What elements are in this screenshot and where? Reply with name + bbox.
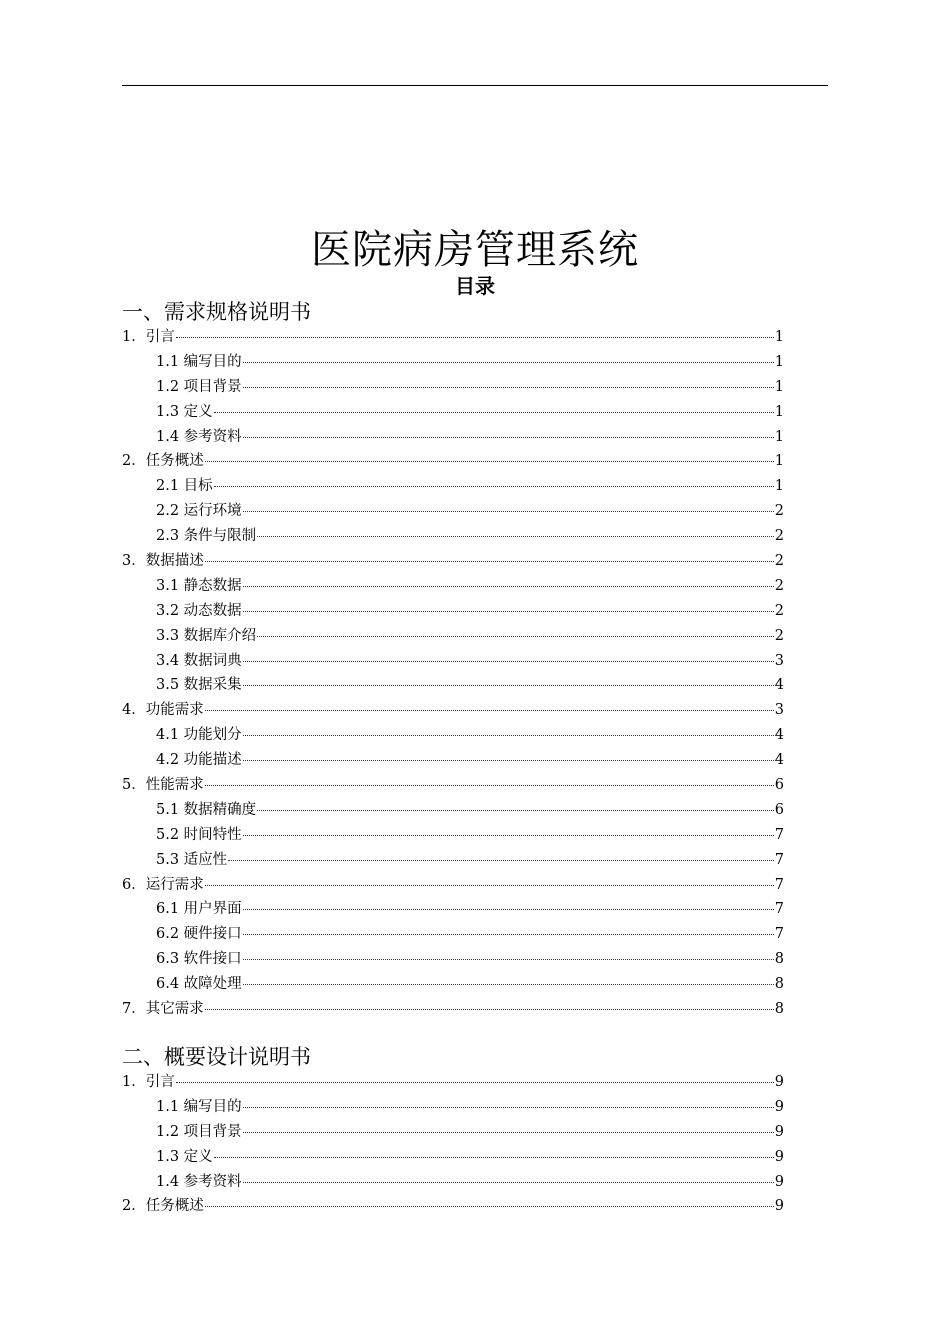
toc-entry-label: 5.3 适应性 — [156, 851, 228, 868]
dot-leader — [214, 412, 774, 413]
toc-entry-label: 3.5 数据采集 — [156, 677, 242, 694]
dot-leader — [176, 337, 774, 338]
toc-entry-label: 6.4 故障处理 — [156, 976, 242, 993]
dot-leader — [214, 1157, 774, 1158]
toc-entry[interactable] — [122, 649, 784, 674]
toc-entry-label: 2．任务概述 — [122, 453, 204, 470]
toc-entry[interactable] — [122, 723, 784, 748]
toc-entry-label: 7．其它需求 — [122, 1001, 204, 1018]
toc-entry[interactable] — [122, 375, 784, 400]
toc-entry-page-number: 2 — [774, 602, 784, 619]
toc-entry-page-number: 2 — [774, 553, 784, 570]
toc-entry-label: 1.2 项目背景 — [156, 1123, 242, 1140]
toc-entry[interactable] — [122, 798, 784, 823]
section-heading: 二、概要设计说明书 — [122, 1045, 311, 1069]
dot-leader — [205, 1206, 774, 1207]
toc-entry[interactable] — [122, 499, 784, 524]
toc-entry-label: 4.1 功能划分 — [156, 727, 242, 744]
dot-leader — [243, 1132, 774, 1133]
toc-entry-page-number: 4 — [774, 677, 784, 694]
toc-entry-page-number: 6 — [774, 801, 784, 818]
toc-entry-label: 1．引言 — [122, 1074, 175, 1090]
dot-leader — [257, 536, 774, 537]
toc-entry-label: 1.4 参考资料 — [156, 1173, 242, 1190]
toc-entry-label: 6.2 硬件接口 — [156, 926, 242, 943]
toc-entry-page-number: 7 — [774, 826, 784, 843]
dot-leader — [243, 760, 774, 761]
dot-leader — [243, 1107, 774, 1108]
toc-entry[interactable] — [122, 1070, 784, 1095]
dot-leader — [243, 661, 774, 662]
toc-list — [122, 325, 784, 1022]
toc-entry-label: 1.2 项目背景 — [156, 378, 242, 395]
dot-leader — [243, 586, 774, 587]
toc-entry[interactable] — [122, 449, 784, 474]
toc-entry-page-number: 3 — [774, 652, 784, 669]
toc-entry-label: 1.4 参考资料 — [156, 428, 242, 445]
toc-entry-page-number: 3 — [774, 702, 784, 719]
toc-entry-label: 6．运行需求 — [122, 876, 204, 893]
toc-entry-page-number: 7 — [774, 851, 784, 868]
toc-entry-label: 4.2 功能描述 — [156, 752, 242, 769]
toc-entry[interactable] — [122, 574, 784, 599]
toc-entry-label: 4．功能需求 — [122, 702, 204, 719]
toc-entry[interactable] — [122, 1170, 784, 1195]
toc-entry-label: 1.1 编写目的 — [156, 353, 242, 370]
toc-entry[interactable] — [122, 972, 784, 997]
toc-entry[interactable] — [122, 624, 784, 649]
toc-entry-label: 6.1 用户界面 — [156, 901, 242, 918]
toc-list — [122, 1070, 784, 1219]
toc-entry-page-number: 2 — [774, 577, 784, 594]
toc-entry-page-number: 9 — [774, 1198, 784, 1215]
toc-entry-page-number: 7 — [774, 901, 784, 918]
dot-leader — [243, 934, 774, 935]
toc-entry-page-number: 4 — [774, 727, 784, 744]
toc-entry[interactable] — [122, 1194, 784, 1219]
toc-entry-page-number: 9 — [774, 1123, 784, 1140]
toc-entry-label: 3.2 动态数据 — [156, 602, 242, 619]
toc-entry[interactable] — [122, 425, 784, 450]
toc-section-requirements — [122, 299, 784, 1022]
dot-leader — [243, 835, 774, 836]
toc-entry[interactable] — [122, 997, 784, 1022]
toc-entry-page-number: 9 — [774, 1098, 784, 1115]
toc-entry-label: 1.3 定义 — [156, 1148, 213, 1165]
dot-leader — [243, 909, 774, 910]
toc-entry[interactable] — [122, 1120, 784, 1145]
toc-entry-label: 5.2 时间特性 — [156, 826, 242, 843]
toc-entry[interactable] — [122, 748, 784, 773]
dot-leader — [243, 362, 774, 363]
toc-entry[interactable] — [122, 873, 784, 898]
toc-entry[interactable] — [122, 823, 784, 848]
toc-entry-page-number: 1 — [774, 453, 784, 470]
dot-leader — [243, 1182, 774, 1183]
toc-entry-page-number: 4 — [774, 752, 784, 769]
toc-entry-page-number: 1 — [774, 403, 784, 420]
dot-leader — [243, 685, 774, 686]
toc-entry-page-number: 1 — [774, 378, 784, 395]
toc-entry-page-number: 2 — [774, 503, 784, 520]
header-rule — [122, 85, 828, 86]
toc-entry[interactable] — [122, 773, 784, 798]
toc-entry[interactable] — [122, 848, 784, 873]
toc-entry-label: 2.1 目标 — [156, 478, 213, 495]
toc-entry-label: 5.1 数据精确度 — [156, 801, 257, 818]
dot-leader — [257, 810, 774, 811]
toc-entry-page-number: 9 — [774, 1148, 784, 1165]
dot-leader — [243, 437, 774, 438]
toc-entry[interactable] — [122, 1145, 784, 1170]
section-heading: 一、需求规格说明书 — [122, 300, 311, 324]
toc-entry[interactable] — [122, 599, 784, 624]
toc-entry-page-number: 7 — [774, 876, 784, 893]
dot-leader — [243, 387, 774, 388]
toc-entry-label: 2.2 运行环境 — [156, 503, 242, 520]
toc-entry-page-number: 8 — [774, 1001, 784, 1018]
dot-leader — [205, 461, 774, 462]
toc-entry-label: 1．引言 — [122, 329, 175, 345]
dot-leader — [214, 486, 774, 487]
toc-entry-label: 3.4 数据词典 — [156, 652, 242, 669]
toc-entry-label: 6.3 软件接口 — [156, 951, 242, 968]
toc-entry-page-number: 1 — [774, 353, 784, 370]
toc-entry[interactable] — [122, 474, 784, 499]
toc-entry[interactable] — [122, 350, 784, 375]
toc-entry[interactable] — [122, 922, 784, 947]
toc-entry-label: 2.3 条件与限制 — [156, 528, 257, 545]
toc-entry[interactable] — [122, 549, 784, 574]
toc-entry[interactable] — [122, 524, 784, 549]
toc-entry[interactable] — [122, 947, 784, 972]
dot-leader — [243, 959, 774, 960]
toc-entry-label: 3．数据描述 — [122, 553, 204, 570]
document-title: 医院病房管理系统 — [311, 227, 639, 273]
dot-leader — [243, 511, 774, 512]
dot-leader — [243, 984, 774, 985]
toc-heading: 目录 — [455, 274, 495, 298]
toc-entry-page-number: 1 — [774, 329, 784, 345]
toc-entry-page-number: 6 — [774, 777, 784, 794]
dot-leader — [205, 885, 774, 886]
toc-entry-page-number: 7 — [774, 926, 784, 943]
dot-leader — [205, 1009, 774, 1010]
toc-entry-page-number: 9 — [774, 1074, 784, 1090]
dot-leader — [205, 785, 774, 786]
toc-entry-page-number: 8 — [774, 976, 784, 993]
dot-leader — [176, 1082, 774, 1083]
dot-leader — [257, 636, 774, 637]
toc-entry[interactable] — [122, 325, 784, 350]
toc-entry[interactable] — [122, 698, 784, 723]
toc-entry-page-number: 1 — [774, 478, 784, 495]
dot-leader — [243, 611, 774, 612]
toc-entry[interactable] — [122, 1095, 784, 1120]
dot-leader — [228, 860, 774, 861]
toc-section-outline-design — [122, 1044, 784, 1219]
dot-leader — [243, 735, 774, 736]
toc-entry-page-number: 8 — [774, 951, 784, 968]
toc-entry-page-number: 2 — [774, 528, 784, 545]
toc-entry-page-number: 9 — [774, 1173, 784, 1190]
toc-entry-page-number: 1 — [774, 428, 784, 445]
toc-entry-label: 3.3 数据库介绍 — [156, 627, 257, 644]
toc-entry[interactable] — [122, 897, 784, 922]
toc-entry[interactable] — [122, 400, 784, 425]
dot-leader — [205, 561, 774, 562]
toc-entry-label: 2．任务概述 — [122, 1198, 204, 1215]
dot-leader — [205, 710, 774, 711]
toc-entry[interactable] — [122, 673, 784, 698]
toc-entry-label: 5．性能需求 — [122, 777, 204, 794]
toc-entry-page-number: 2 — [774, 627, 784, 644]
toc-entry-label: 1.1 编写目的 — [156, 1098, 242, 1115]
toc-entry-label: 3.1 静态数据 — [156, 577, 242, 594]
toc-entry-label: 1.3 定义 — [156, 403, 213, 420]
